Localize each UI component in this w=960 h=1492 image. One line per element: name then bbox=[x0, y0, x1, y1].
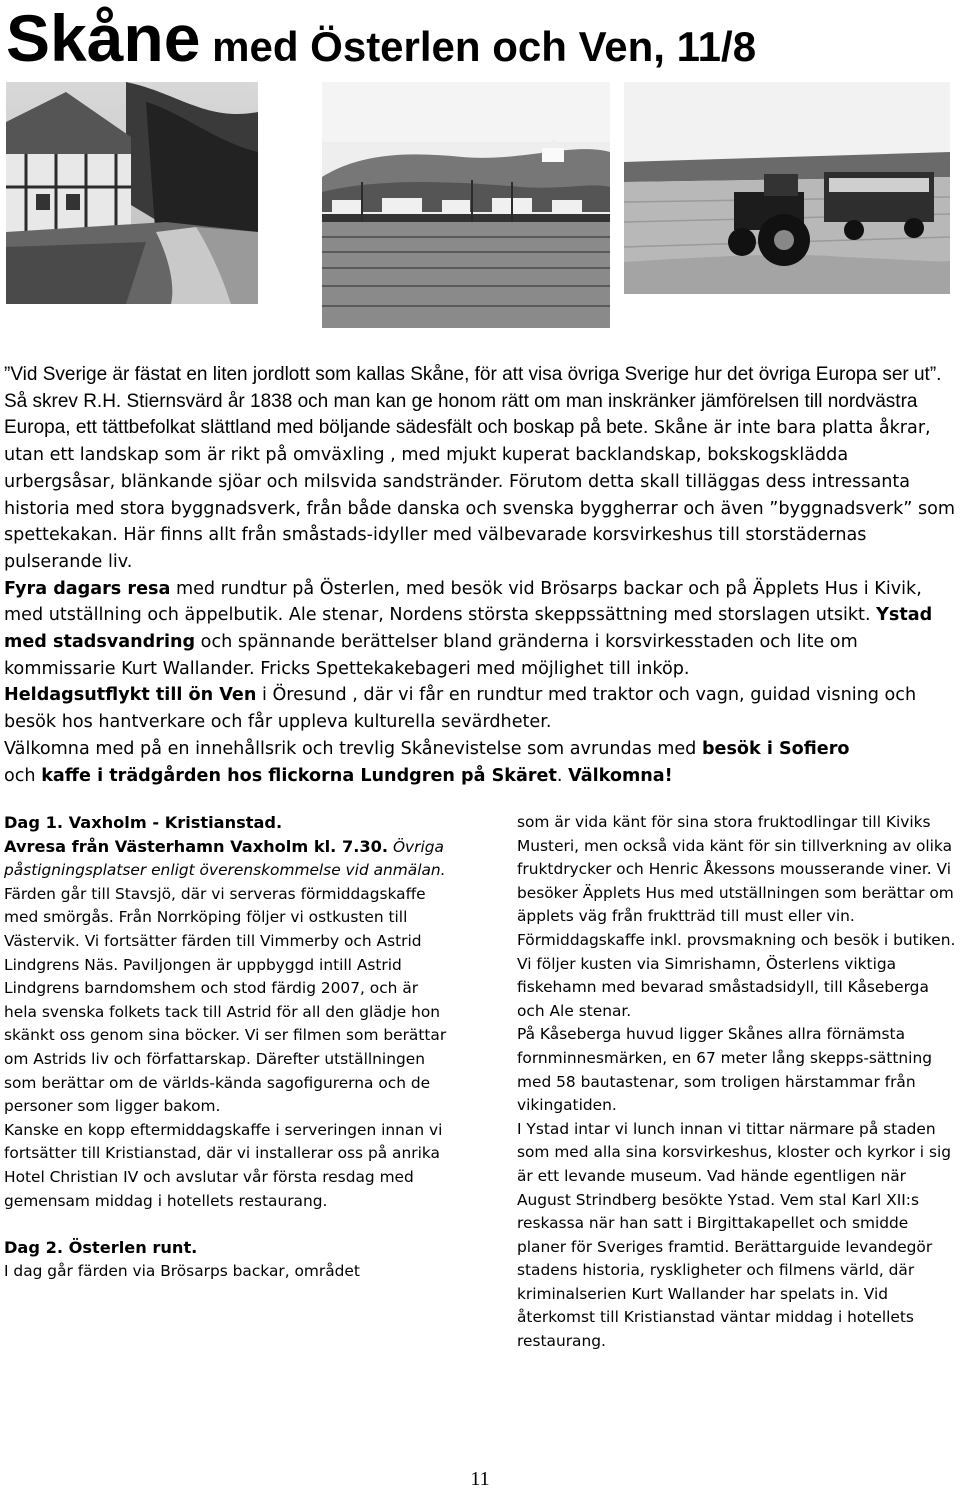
intro-text bbox=[4, 362, 956, 789]
page-title bbox=[6, 0, 956, 80]
welcome-period: . bbox=[556, 765, 569, 786]
day1-departure bbox=[4, 835, 454, 883]
intro-ven bbox=[4, 682, 956, 735]
highlight-coffee: kaffe i trädgården hos flickorna Lundgren på Skäret bbox=[41, 765, 557, 786]
title-subtitle: med Österlen och Ven, 11/8 bbox=[200, 23, 757, 70]
intro-quote: ”Vid Sverige är fästat en liten jordlott som kallas Skåne, för att visa övriga Sverige hur det övriga Europa ser ut”. Så skrev R.H. Stiernsvärd år 1838 och man kan ge honom rätt om man inskränker jämförelsen till nordvästra Europa, ett tättbefolkat slättland med böljande sädesfält och boskap på bete. bbox=[4, 364, 942, 439]
day2-ystad: I Ystad intar vi lunch innan vi tittar närmare på staden som med alla sina korsvirkeshus, kloster och kyrkor i sig är ett levande museum. Vad hände egentligen när August Strindberg besökte Ystad. Vem stal Karl XII:s reskassa när han satt i Birgittakapellet och smidde planer för Sveriges framtid. Berättarguide levandegör stadens historia, ryskligheter och filmens värld, där kriminalserien Kurt Wallander har spelats in. Vid återkomst till Kristianstad väntar middag i hotellets restaurang. bbox=[517, 1119, 952, 1351]
intro-welcome bbox=[4, 736, 956, 789]
title-main: Skåne bbox=[6, 1, 201, 75]
highlight-ystad: Ystad med stadsvandring bbox=[4, 605, 933, 653]
welcome-och: och bbox=[4, 765, 42, 786]
day2-kaseberga: På Kåseberga huvud ligger Skånes allra förnämsta fornminnesmärken, en 67 meter lång skepps-sättning med 58 bautastenar, som troligen härstammar från vikingatiden. bbox=[517, 1025, 932, 1115]
day1-evening: Kanske en kopp eftermiddagskaffe i serveringen innan vi fortsätter till Kristianstad, där vi installerar oss på anrika Hotel Christian IV och avslutar vår första resdag med gemensam middag i hotellets restaurang. bbox=[4, 1120, 443, 1210]
highlight-sofiero: besök i Sofiero bbox=[701, 738, 850, 759]
highlight-ystad-text: och spännande berättelser bland gränderna i korsvirkesstaden och lite om kommissarie Kurt Wallander. Fricks Spettekakebageri med möjlighet till inköp. bbox=[4, 632, 858, 679]
tractor-and-wagon-photo bbox=[624, 82, 950, 294]
intro-paragraph bbox=[4, 362, 956, 576]
intro-highlights bbox=[4, 576, 956, 683]
day2-kivik: som är vida känt för sina stora fruktodlingar till Kiviks Musteri, men också vida känt för sin tillverkning av olika fruktdrycker och Henric Åkessons mousserande viner. Vi besöker Äpplets Hus med utställningen som berättar om äpplets väg från fruktträd till must eller vin. Förmiddagskaffe inkl. provsmakning och besök i butiken. Vi följer kusten via Simrishamn, Österlens viktiga fiskehamn med bevarad småstadsidyll, till Kåseberga och Ale stenar. bbox=[517, 813, 956, 1020]
highlight-ven-text: i Öresund , där vi får en rundtur med traktor och vagn, guidad visning och besök hos hantverkare och får uppleva kulturella sevärdheter. bbox=[4, 685, 917, 733]
highlight-four-day-trip: Fyra dagars resa bbox=[4, 578, 171, 599]
left-column bbox=[4, 811, 454, 1283]
highlight-ven: Heldagsutflykt till ön Ven bbox=[4, 685, 257, 706]
harbour-village-photo bbox=[322, 82, 610, 328]
highlight-four-day-text: med rundtur på Österlen, med besök vid Brösarps backar och på Äpplets Hus i Kivik, med utställning och äppelbutik. Ale stenar, Nordens största skeppssättning med storslagen utsikt. bbox=[4, 578, 922, 626]
page-number: 11 bbox=[470, 1468, 490, 1490]
welcome-text: Välkomna med på en innehållsrik och trevlig Skånevistelse som avrundas med bbox=[4, 738, 702, 759]
departure-time: Avresa från Västerhamn Vaxholm kl. 7.30. bbox=[4, 836, 389, 856]
intro-landscape: Skåne är inte bara platta åkrar, utan ett landskap som är rikt på omväxling , med mjukt kuperat backlandskap, bokskogsklädda urbergsåsar, blänkande sjöar och milsvida sandstränder. Förutom detta skall tilläggas dess intressanta historia med stora byggnadsverk, från både danska och svenska byggherrar och även ”byggnadsverk” som spettekakan. Här finns allt från småstads-idyller med välbevarade korsvirkeshus till storstädernas pulserande liv. bbox=[4, 418, 956, 572]
departure-note: Övriga påstigningsplatser enligt överenskommelse vid anmälan. bbox=[4, 837, 446, 880]
day1-heading: Dag 1. Vaxholm - Kristianstad. bbox=[4, 813, 283, 832]
right-column bbox=[517, 811, 957, 1354]
day2-heading: Dag 2. Österlen runt. bbox=[4, 1238, 198, 1258]
half-timbered-cottage-photo bbox=[6, 82, 258, 304]
day1-body: Färden går till Stavsjö, där vi serveras förmiddagskaffe med smörgås. Från Norrköping följer vi ostkusten till Västervik. Vi fortsätter färden till Vimmerby och Astrid Lindgrens Näs. Paviljongen är uppbyggd intill Astrid Lindgrens barndomshem och stod färdig 2007, och är hela svenska folkets tack till Astrid för all den glädje hon skänkt oss genom sina böcker. Vi ser filmen som berättar om Astrids liv och författarskap. Därefter utställningen som berättar om de världs-kända sagofigurerna och de personer som ligger bakom. bbox=[4, 884, 447, 1116]
day2-intro: I dag går färden via Brösarps backar, området bbox=[4, 1261, 360, 1280]
welcome-exclaim: Välkomna! bbox=[568, 765, 673, 786]
